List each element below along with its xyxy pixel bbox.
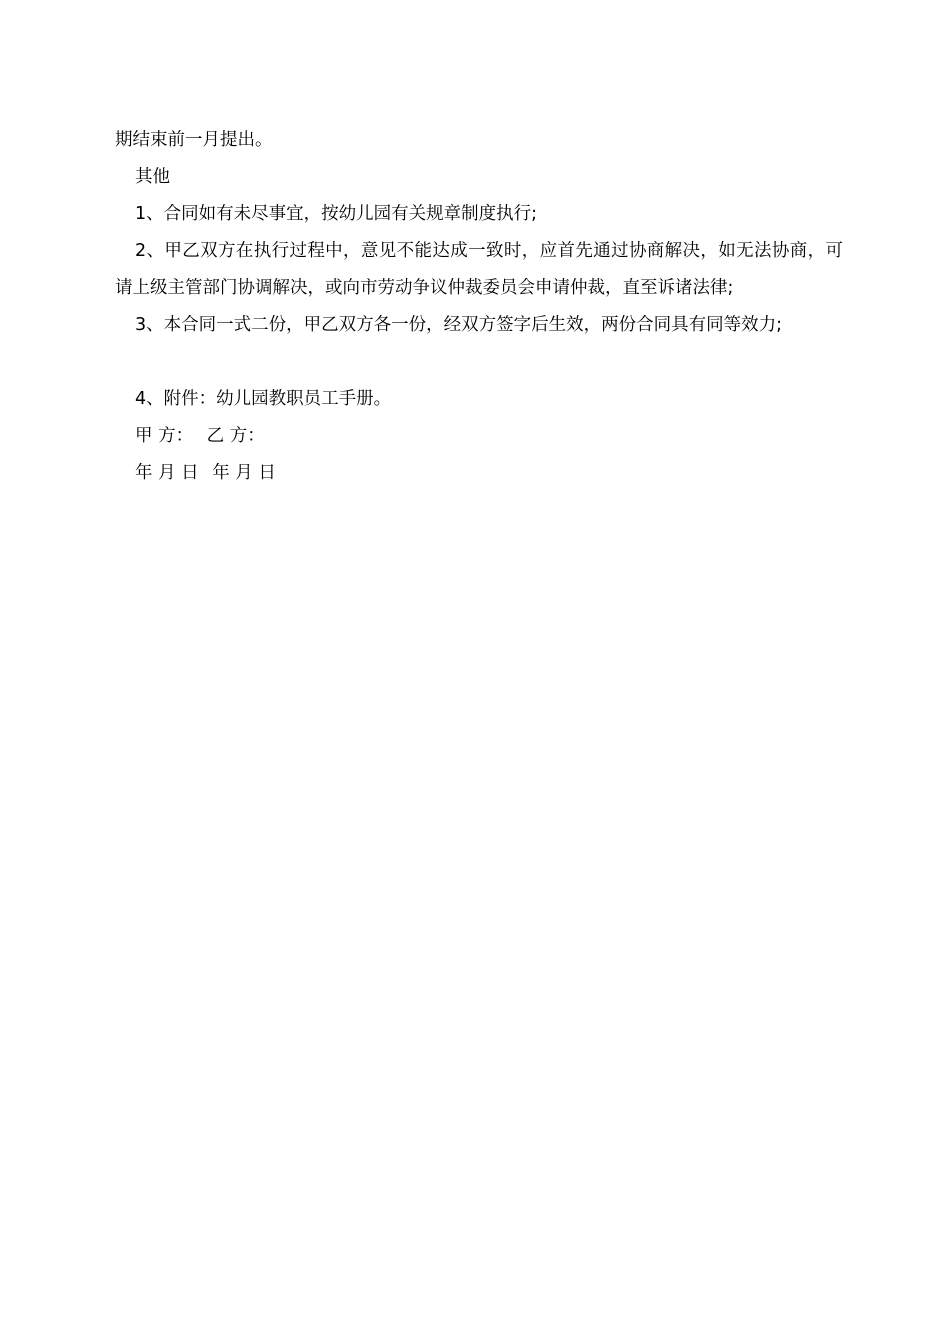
clause-4: 4、附件：幼儿园教职员工手册。 [135, 389, 392, 409]
signature-line [115, 418, 843, 455]
section-heading-other: 其他 [135, 167, 170, 187]
text-line-continuation: 期结束前一月提出。 [115, 130, 273, 150]
document-body [115, 122, 843, 492]
party-a-date: 年 月 日 [135, 463, 199, 483]
party-b-label: 乙 方： [206, 426, 265, 446]
clause-1: 1、合同如有未尽事宜，按幼儿园有关规章制度执行; [135, 204, 538, 224]
party-a-label: 甲 方： [135, 426, 194, 446]
party-b-date: 年 月 日 [212, 463, 276, 483]
clause-2: 2、甲乙双方在执行过程中，意见不能达成一致时，应首先通过协商解决，如无法协商，可请上级主管部门协调解决，或向市劳动争议仲裁委员会申请仲裁，直至诉诸法律; [115, 241, 843, 298]
blank-line [115, 344, 843, 381]
date-line [115, 455, 843, 492]
clause-3: 3、本合同一式二份，甲乙双方各一份，经双方签字后生效，两份合同具有同等效力; [135, 315, 783, 335]
